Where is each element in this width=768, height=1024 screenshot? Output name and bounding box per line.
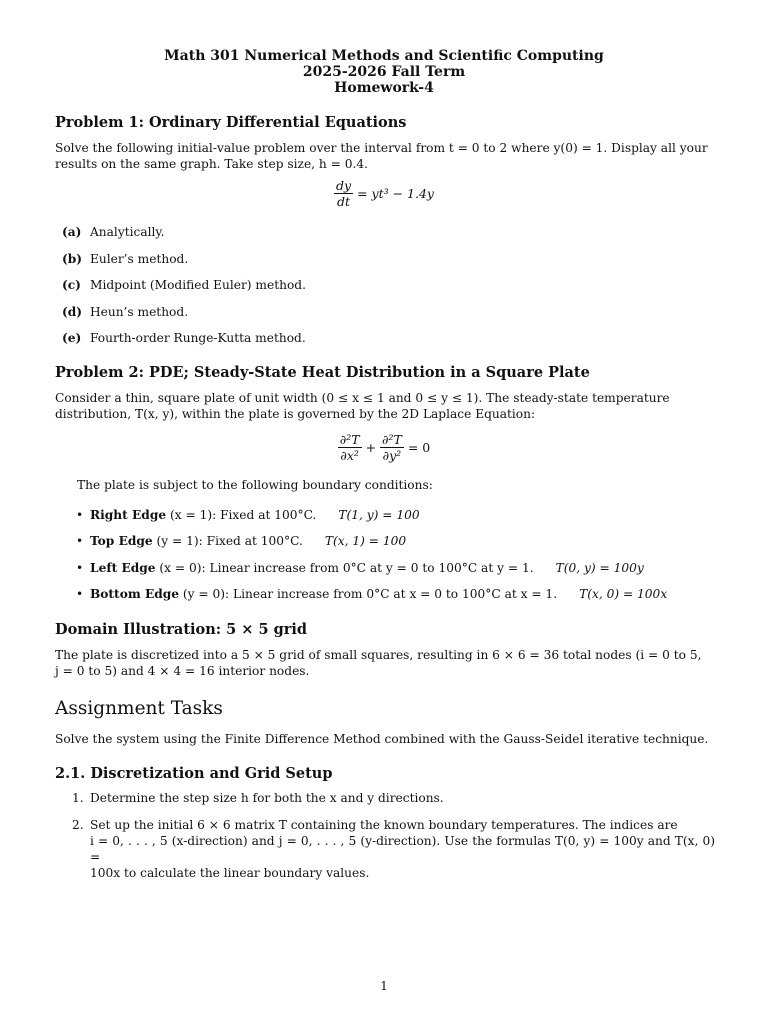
ode-denominator: dt — [337, 194, 351, 209]
problem1-part: (e) Fourth-order Runge-Kutta method. — [62, 331, 306, 345]
problem1-part: (c) Midpoint (Modified Euler) method. — [62, 278, 306, 292]
laplace-rhs: = 0 — [407, 440, 431, 455]
tasks-heading: Assignment Tasks — [55, 698, 223, 719]
domain-text — [55, 647, 715, 679]
domain-line1: The plate is discretized into a 5 × 5 grid of small squares, resulting in 6 × 6 = 36 total nodes (i = 0 to 5, — [55, 648, 702, 662]
problem2-intro — [55, 390, 715, 422]
ode-rhs: = yt³ − 1.4y — [357, 186, 434, 201]
boundary-left: • Left Edge (x = 0): Linear increase from 0°C at y = 0 to 100°C at y = 1. T(0, y) = 100y — [76, 561, 644, 575]
task-item: 2. Set up the initial 6 × 6 matrix T containing the known boundary temperatures. The indices are i = 0, . . . , 5 (x-direction) and j = 0, . . . , 5 (y-direction). Use the formulas T(0, y) = 100y and T(x, 0) = 100x to calculate the linear boundary values. — [72, 818, 715, 880]
problem1-intro-line2: results on the same graph. Take step size, h = 0.4. — [55, 157, 368, 171]
laplace-plus: + — [365, 440, 377, 455]
tasks-intro: Solve the system using the Finite Difference Method combined with the Gauss-Seidel iterative technique. — [55, 732, 709, 746]
laplace-term-x: $\frac{\text{∂²T}}{\text{∂x²}}$ — [339, 432, 360, 463]
problem1-part: (a) Analytically. — [62, 225, 165, 239]
laplace-term-y: $\frac{\text{∂²T}}{\text{∂y²}}$ — [382, 432, 402, 463]
task-item: 1. Determine the step size h for both the x and y directions. — [72, 791, 444, 805]
problem2-intro-line2: distribution, T(x, y), within the plate is governed by the 2D Laplace Equation: — [55, 407, 536, 421]
course-title: Math 301 Numerical Methods and Scientific Computing — [164, 48, 604, 64]
problem2-heading: Problem 2: PDE; Steady-State Heat Distribution in a Square Plate — [55, 364, 590, 381]
domain-heading: Domain Illustration: 5 × 5 grid — [55, 621, 308, 638]
problem1-heading: Problem 1: Ordinary Differential Equations — [55, 114, 407, 131]
domain-line2: j = 0 to 5) and 4 × 4 = 16 interior nodes. — [55, 664, 310, 678]
ode-equation — [0, 178, 768, 209]
problem1-part: (d) Heun’s method. — [62, 305, 189, 319]
ode-numerator: dy — [336, 178, 352, 193]
laplace-equation — [0, 432, 768, 463]
assignment-title: Homework-4 — [334, 80, 434, 96]
problem1-intro — [55, 140, 715, 172]
boundary-top: • Top Edge (y = 1): Fixed at 100°C. T(x, 1) = 100 — [76, 534, 407, 548]
problem1-part: (b) Euler’s method. — [62, 252, 189, 266]
problem2-intro-line1: Consider a thin, square plate of unit width (0 ≤ x ≤ 1 and 0 ≤ y ≤ 1). The steady-state temperature — [55, 391, 670, 405]
boundary-bottom: • Bottom Edge (y = 0): Linear increase from 0°C at x = 0 to 100°C at x = 1. T(x, 0) = 100x — [76, 587, 668, 601]
tasks-subheading: 2.1. Discretization and Grid Setup — [55, 765, 333, 782]
term-title: 2025-2026 Fall Term — [302, 64, 466, 80]
boundary-right: • Right Edge (x = 1): Fixed at 100°C. T(1, y) = 100 — [76, 508, 420, 522]
ode-fraction — [334, 178, 353, 209]
bc-intro: The plate is subject to the following boundary conditions: — [77, 478, 433, 492]
page-number: 1 — [380, 979, 388, 993]
problem1-intro-line1: Solve the following initial-value problem over the interval from t = 0 to 2 where y(0) = 1. Display all your — [55, 141, 708, 155]
